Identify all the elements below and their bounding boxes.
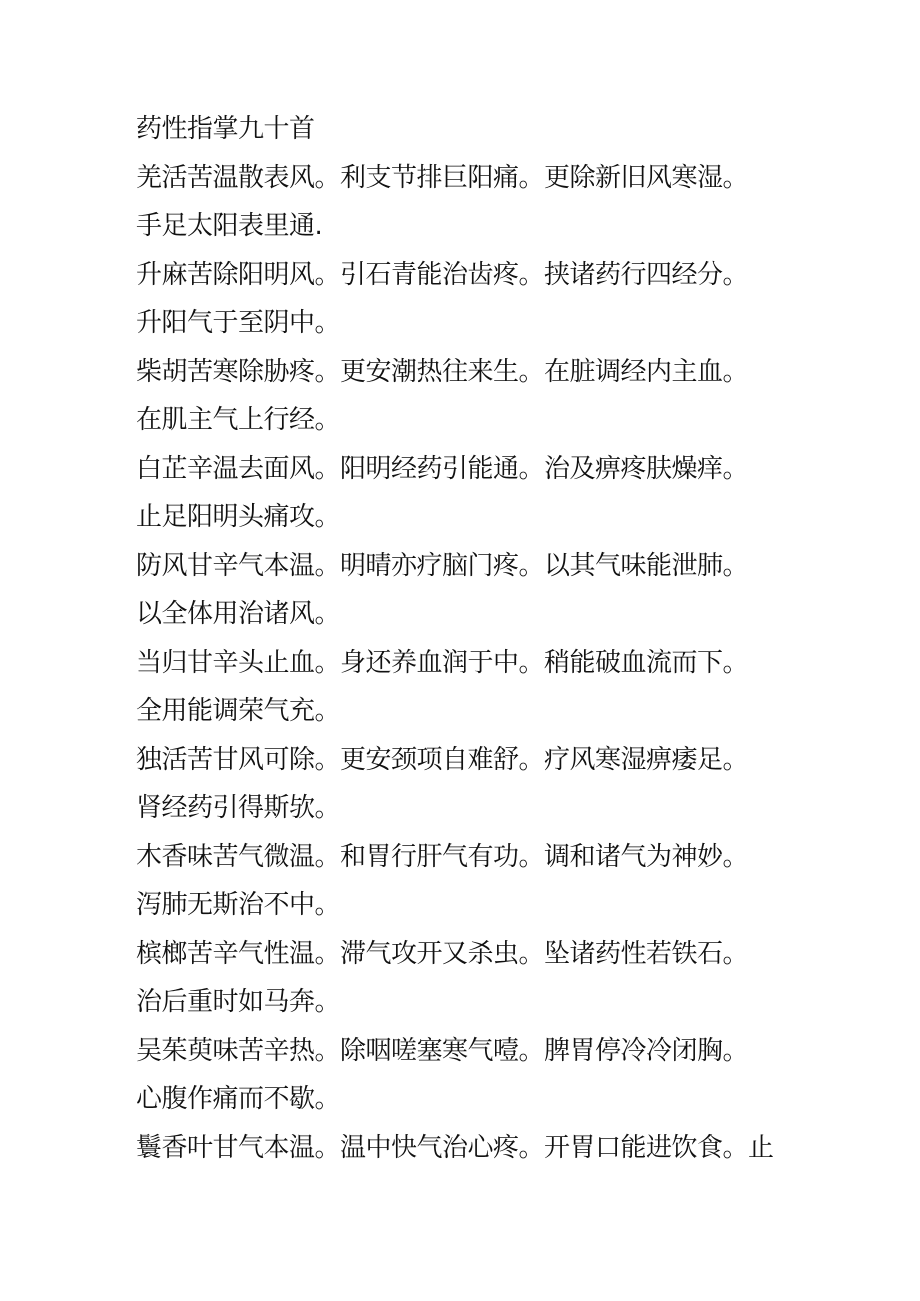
poem-text xyxy=(136,105,796,1172)
text-line-3: 升麻苦除阳明风。引石青能治齿疼。挟诸药行四经分。 xyxy=(136,259,749,290)
text-line-19: 吴茱萸味苦辛热。除咽嗟塞寒气噎。脾胃停冷冷闭胸。 xyxy=(136,1035,749,1066)
text-line-9: 防风甘辛气本温。明晴亦疗脑门疼。以其气味能泄肺。 xyxy=(136,550,749,581)
text-line-5: 柴胡苦寒除胁疼。更安潮热往来生。在脏调经内主血。 xyxy=(136,356,749,387)
text-line-21: 鬟香叶甘气本温。温中快气治心疼。开胃口能进饮食。止 xyxy=(136,1132,774,1163)
text-line-1: 羌活苦温散表风。利支节排巨阳痛。更除新旧风寒湿。 xyxy=(136,162,749,193)
text-line-17: 槟榔苦辛气性温。滞气攻开又杀虫。坠诸药性若铁石。 xyxy=(136,938,749,969)
text-line-13: 独活苦甘风可除。更安颈项自难舒。疗风寒湿痹痿足。 xyxy=(136,744,749,775)
text-line-11: 当归甘辛头止血。身还养血润于中。稍能破血流而下。 xyxy=(136,647,749,678)
text-line-2: 手足太阳表里通. xyxy=(136,211,323,241)
text-line-15: 木香味苦气微温。和胃行肝气有功。调和诸气为神妙。 xyxy=(136,841,749,872)
text-line-14: 肾经药引得斯欤。 xyxy=(136,793,341,823)
text-line-10: 以全体用治诸风。 xyxy=(136,599,341,629)
text-line-7: 白芷辛温去面风。阳明经药引能通。治及痹疼肤燥痒。 xyxy=(136,453,749,484)
text-line-4: 升阳气于至阴中。 xyxy=(136,308,341,338)
text-line-20: 心腹作痛而不歇。 xyxy=(136,1084,341,1114)
text-line-12: 全用能调荣气充。 xyxy=(136,696,341,726)
document-title: 药性指掌九十首 xyxy=(136,114,315,144)
text-line-16: 泻肺无斯治不中。 xyxy=(136,890,341,920)
text-line-18: 治后重时如马奔。 xyxy=(136,987,341,1017)
text-line-8: 止足阳明头痛攻。 xyxy=(136,502,341,532)
text-line-6: 在肌主气上行经。 xyxy=(136,405,341,435)
